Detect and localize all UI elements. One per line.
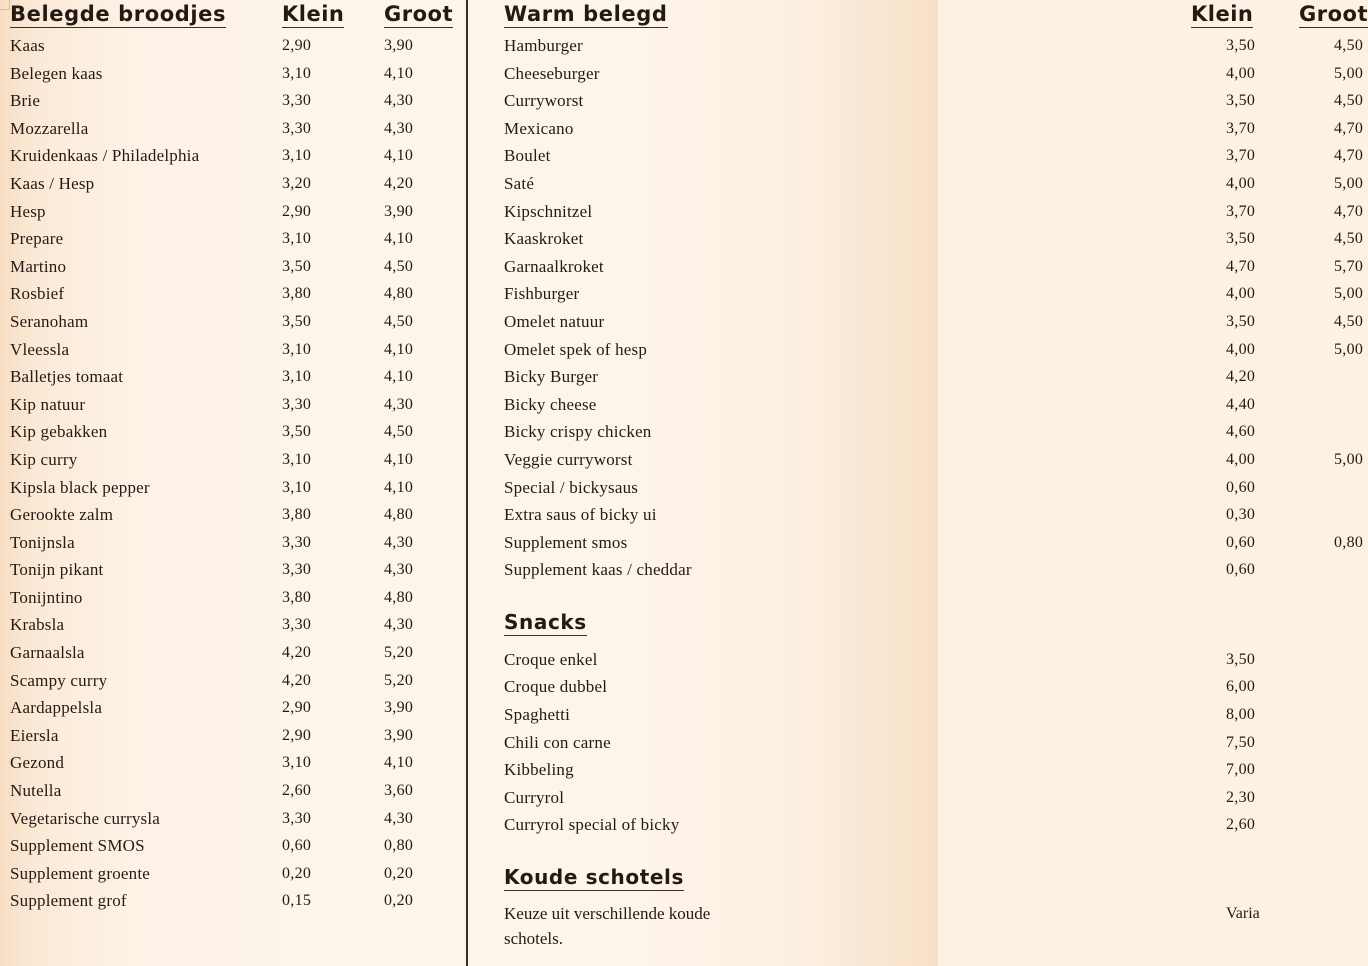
menu-item-price-groot: 4,30	[384, 119, 414, 137]
menu-item-price-klein: 3,80	[282, 588, 312, 606]
menu-item-price-klein: 3,50	[1226, 230, 1256, 248]
menu-item-row	[10, 60, 461, 88]
menu-item-name: Tonijntino	[10, 587, 83, 607]
menu-item-price-groot: 4,30	[384, 92, 414, 110]
menu-item-name: Scampy curry	[10, 670, 108, 690]
menu-item-price-klein: 4,00	[1226, 340, 1256, 358]
menu-item-name: Veggie curryworst	[504, 449, 633, 469]
menu-item-row	[10, 501, 461, 529]
menu-item-name: Spaghetti	[504, 705, 571, 725]
menu-item-row	[504, 501, 1256, 529]
menu-item-price-klein: 3,10	[282, 754, 312, 772]
menu-item-price-groot: 5,00	[1334, 450, 1364, 468]
menu-item-price-klein: 7,50	[1226, 733, 1256, 751]
menu-item-price-groot: 3,90	[384, 726, 414, 744]
menu-item-name: Omelet spek of hesp	[504, 339, 648, 359]
menu-item-name: Bicky crispy chicken	[504, 422, 652, 442]
menu-item-name: Balletjes tomaat	[10, 367, 124, 387]
menu-item-price-klein: 3,70	[1226, 202, 1256, 220]
section-koude-schotels	[504, 865, 1260, 951]
menu-item-name: Nutella	[10, 781, 62, 801]
menu-item-price-klein: 8,00	[1226, 706, 1256, 724]
menu-item-price-klein: 3,50	[282, 257, 312, 275]
menu-item-price-groot: 4,50	[384, 312, 414, 330]
menu-item-price-klein: 0,30	[1226, 506, 1256, 524]
menu-item-row	[10, 253, 461, 281]
menu-item-price-groot: 4,10	[384, 450, 414, 468]
menu-item-row	[504, 170, 1364, 198]
menu-item-price-groot: 5,20	[384, 671, 414, 689]
section-header-belegde-broodjes	[10, 2, 461, 32]
menu-item-price-klein: 3,10	[282, 450, 312, 468]
menu-item-name: Curryrol special of bicky	[504, 815, 680, 835]
menu-item-price-klein: 3,10	[282, 340, 312, 358]
menu-item-name: Martino	[10, 256, 67, 276]
menu-item-price-groot: 4,50	[384, 257, 414, 275]
menu-item-name: Cheeseburger	[504, 63, 600, 83]
menu-item-name: Fishburger	[504, 284, 580, 304]
menu-item-row	[10, 446, 461, 474]
menu-item-price-klein: 0,15	[282, 892, 312, 910]
menu-item-row	[504, 32, 1364, 60]
menu-item-price-klein: 3,80	[282, 506, 312, 524]
menu-item-name: Curryrol	[504, 787, 565, 807]
menu-item-name: Rosbief	[10, 284, 65, 304]
menu-item-name: Supplement kaas / cheddar	[504, 560, 692, 580]
menu-item-price-groot: 4,50	[1334, 92, 1364, 110]
menu-item-price-klein: 4,00	[1226, 64, 1256, 82]
menu-item-price-klein: 3,30	[282, 395, 312, 413]
menu-item-price-groot: 4,30	[384, 616, 414, 634]
menu-item-price-klein: 2,90	[282, 202, 312, 220]
price-column-header-groot: Groot	[1299, 2, 1368, 26]
menu-item-price-groot: 5,00	[1334, 64, 1364, 82]
menu-item-row	[10, 529, 461, 557]
menu-item-price-klein: 0,60	[1226, 561, 1256, 579]
section-title: Belegde broodjes	[10, 2, 227, 26]
menu-item-price-groot: 4,80	[384, 588, 414, 606]
menu-item-row	[504, 901, 1260, 951]
menu-item-price-groot: 3,90	[384, 202, 414, 220]
menu-item-name: Mozzarella	[10, 118, 89, 138]
menu-item-price-klein: 3,30	[282, 92, 312, 110]
menu-item-list-belegde-broodjes	[10, 32, 461, 915]
menu-item-price-groot: 4,30	[384, 809, 414, 827]
menu-item-row	[10, 87, 461, 115]
menu-item-name: Hamburger	[504, 36, 583, 55]
menu-item-price-klein: 3,10	[282, 478, 312, 496]
menu-item-name: Eiersla	[10, 725, 59, 745]
menu-item-name: Belegen kaas	[10, 63, 103, 83]
menu-item-price-klein: 3,80	[282, 285, 312, 303]
menu-item-name: Krabsla	[10, 615, 65, 635]
menu-item-row	[10, 694, 461, 722]
menu-item-price-klein: 3,50	[282, 423, 312, 441]
menu-item-price-klein: 4,20	[282, 644, 312, 662]
menu-item-row	[504, 729, 1256, 757]
menu-item-price-klein: 3,70	[1226, 119, 1256, 137]
menu-item-name: Croque enkel	[504, 649, 598, 669]
menu-item-price-klein: 3,30	[282, 616, 312, 634]
menu-item-price-klein: 3,50	[1226, 312, 1256, 330]
menu-item-row	[10, 887, 461, 915]
menu-item-row	[504, 87, 1364, 115]
menu-item-price-groot: 4,50	[1334, 312, 1364, 330]
menu-item-price-groot: 5,00	[1334, 285, 1364, 303]
menu-item-name: Vleessla	[10, 339, 70, 359]
menu-item-name: Kipsla black pepper	[10, 477, 150, 497]
price-column-header-groot: Groot	[384, 2, 453, 26]
menu-item-price-klein: 2,30	[1226, 788, 1256, 806]
menu-item-price-groot: 4,70	[1334, 119, 1364, 137]
section-snacks	[504, 609, 1256, 839]
menu-item-row	[10, 308, 461, 336]
menu-item-row	[504, 60, 1364, 88]
menu-item-row	[504, 336, 1364, 364]
menu-item-price-klein: 3,30	[282, 561, 312, 579]
menu-item-name: Kibbeling	[504, 760, 574, 780]
menu-item-name: Kruidenkaas / Philadelphia	[10, 146, 200, 166]
menu-item-name: Gezond	[10, 753, 65, 773]
menu-item-name: Kip natuur	[10, 394, 86, 414]
menu-item-name: Tonijn pikant	[10, 560, 104, 580]
menu-item-price-klein: 3,10	[282, 368, 312, 386]
menu-item-price-groot: 4,10	[384, 340, 414, 358]
menu-item-name: Vegetarische currysla	[10, 808, 161, 828]
menu-item-row	[10, 777, 461, 805]
menu-item-price-groot: 4,50	[384, 423, 414, 441]
menu-item-price-groot: 4,10	[384, 478, 414, 496]
menu-item-price-varia: Varia	[1226, 905, 1260, 923]
price-column-header-klein: Klein	[282, 2, 345, 26]
menu-item-name: Croque dubbel	[504, 677, 608, 697]
menu-item-row	[504, 363, 1256, 391]
menu-item-price-groot: 4,10	[384, 64, 414, 82]
menu-item-name: Supplement grof	[10, 891, 127, 911]
menu-item-price-groot: 4,30	[384, 561, 414, 579]
menu-item-price-klein: 4,20	[1226, 368, 1256, 386]
menu-item-row	[10, 611, 461, 639]
menu-item-row	[504, 115, 1364, 143]
menu-item-row	[10, 198, 461, 226]
menu-item-name: Supplement SMOS	[10, 836, 145, 856]
menu-item-name: Garnaalsla	[10, 643, 85, 663]
menu-item-row	[504, 253, 1364, 281]
section-header-koude-schotels	[504, 865, 930, 895]
section-title: Warm belegd	[504, 2, 668, 26]
menu-item-price-klein: 3,20	[282, 174, 312, 192]
menu-item-row	[504, 142, 1364, 170]
menu-item-row	[10, 32, 461, 60]
menu-item-row	[10, 418, 461, 446]
menu-item-price-groot: 0,80	[1334, 533, 1364, 551]
menu-item-row	[10, 115, 461, 143]
menu-item-price-groot: 5,00	[1334, 174, 1364, 192]
menu-item-name: Extra saus of bicky ui	[504, 505, 657, 525]
menu-item-name: Kaas	[10, 36, 45, 55]
menu-item-row	[10, 363, 461, 391]
menu-item-name: Kaaskroket	[504, 229, 584, 249]
menu-item-row	[504, 418, 1256, 446]
menu-item-name: Hesp	[10, 201, 46, 221]
menu-item-price-groot: 4,80	[384, 506, 414, 524]
menu-item-name: Seranoham	[10, 311, 89, 331]
menu-item-price-klein: 0,60	[282, 837, 312, 855]
menu-item-price-groot: 4,10	[384, 754, 414, 772]
menu-item-row	[10, 832, 461, 860]
menu-item-price-klein: 2,60	[1226, 816, 1256, 834]
menu-column-right	[469, 0, 1368, 966]
menu-item-price-klein: 3,10	[282, 64, 312, 82]
menu-item-price-groot: 4,10	[384, 230, 414, 248]
menu-item-price-groot: 4,20	[384, 174, 414, 192]
menu-item-row	[504, 784, 1256, 812]
menu-item-price-groot: 4,50	[1334, 37, 1364, 54]
menu-item-name: Prepare	[10, 229, 64, 249]
menu-item-row	[10, 170, 461, 198]
menu-item-list-warm-belegd	[504, 32, 1364, 584]
menu-item-row	[504, 280, 1364, 308]
menu-item-price-groot: 3,90	[384, 699, 414, 717]
menu-item-price-groot: 4,50	[1334, 230, 1364, 248]
menu-item-price-groot: 3,90	[384, 37, 414, 54]
menu-item-price-groot: 3,60	[384, 782, 414, 800]
menu-item-price-klein: 7,00	[1226, 761, 1256, 779]
menu-item-row	[10, 749, 461, 777]
menu-item-row	[504, 556, 1256, 584]
menu-item-row	[10, 584, 461, 612]
menu-item-name: Tonijnsla	[10, 532, 75, 552]
menu-item-price-groot: 4,80	[384, 285, 414, 303]
menu-item-price-klein: 3,30	[282, 119, 312, 137]
menu-item-row	[504, 646, 1256, 674]
menu-item-price-klein: 3,50	[1226, 37, 1256, 54]
menu-item-row	[10, 280, 461, 308]
menu-item-row	[10, 142, 461, 170]
menu-item-name: Omelet natuur	[504, 311, 605, 331]
section-header-warm-belegd	[504, 2, 1368, 32]
menu-item-price-groot: 0,20	[384, 892, 414, 910]
menu-item-row	[10, 474, 461, 502]
menu-item-name: Supplement smos	[504, 532, 628, 552]
menu-item-price-klein: 0,20	[282, 864, 312, 882]
menu-item-row	[10, 556, 461, 584]
menu-item-name: Kip gebakken	[10, 422, 108, 442]
menu-item-price-klein: 3,10	[282, 230, 312, 248]
menu-item-row	[10, 805, 461, 833]
menu-item-name: Kipschnitzel	[504, 201, 593, 221]
menu-item-price-klein: 3,70	[1226, 147, 1256, 165]
menu-item-price-klein: 4,00	[1226, 285, 1256, 303]
menu-item-name: Saté	[504, 173, 535, 193]
menu-item-price-klein: 2,90	[282, 699, 312, 717]
menu-item-price-groot: 5,70	[1334, 257, 1364, 275]
menu-item-name: Bicky Burger	[504, 367, 599, 387]
menu-item-row	[504, 198, 1364, 226]
menu-item-row	[10, 391, 461, 419]
menu-item-row	[504, 673, 1256, 701]
menu-item-price-groot: 4,70	[1334, 147, 1364, 165]
menu-item-list-snacks	[504, 646, 1256, 839]
menu-item-row	[10, 860, 461, 888]
menu-item-row	[504, 756, 1256, 784]
menu-item-name: Special / bickysaus	[504, 477, 639, 497]
menu-item-name: Bicky cheese	[504, 394, 597, 414]
menu-item-price-klein: 4,60	[1226, 423, 1256, 441]
menu-item-row	[10, 667, 461, 695]
menu-item-price-groot: 0,80	[384, 837, 414, 855]
menu-item-row	[504, 225, 1364, 253]
section-header-snacks	[504, 610, 930, 640]
menu-item-row	[504, 811, 1256, 839]
menu-item-row	[504, 308, 1364, 336]
menu-item-price-klein: 0,60	[1226, 478, 1256, 496]
menu-item-row	[504, 701, 1256, 729]
menu-item-row	[504, 391, 1256, 419]
price-column-header-klein: Klein	[1191, 2, 1254, 26]
menu-item-price-klein: 6,00	[1226, 678, 1256, 696]
menu-item-name: Boulet	[504, 146, 551, 166]
menu-item-name: Supplement groente	[10, 863, 151, 883]
menu-item-row	[504, 474, 1256, 502]
menu-item-name: Brie	[10, 91, 41, 111]
menu-item-price-klein: 3,50	[1226, 92, 1256, 110]
menu-column-left	[0, 0, 469, 966]
section-title: Koude schotels	[504, 865, 684, 890]
menu-item-price-klein: 4,00	[1226, 450, 1256, 468]
menu-item-price-klein: 4,40	[1226, 395, 1256, 413]
menu-item-price-klein: 3,10	[282, 147, 312, 165]
menu-item-price-klein: 3,50	[1226, 650, 1256, 668]
menu-item-price-groot: 4,70	[1334, 202, 1364, 220]
menu-item-row	[504, 446, 1364, 474]
menu-item-price-klein: 4,00	[1226, 174, 1256, 192]
menu-item-price-klein: 2,90	[282, 37, 312, 54]
menu-item-price-klein: 2,60	[282, 782, 312, 800]
menu-item-row	[504, 529, 1364, 557]
menu-item-price-groot: 0,20	[384, 864, 414, 882]
menu-item-price-klein: 2,90	[282, 726, 312, 744]
menu-item-price-klein: 4,70	[1226, 257, 1256, 275]
menu-item-name: Kaas / Hesp	[10, 173, 95, 193]
menu-item-price-groot: 5,00	[1334, 340, 1364, 358]
menu-item-price-groot: 4,30	[384, 395, 414, 413]
menu-item-price-groot: 4,10	[384, 147, 414, 165]
menu-item-price-groot: 4,10	[384, 368, 414, 386]
section-title: Snacks	[504, 609, 587, 634]
menu-item-name: Chili con carne	[504, 732, 611, 752]
menu-item-price-klein: 0,60	[1226, 533, 1256, 551]
menu-item-name: Garnaalkroket	[504, 256, 604, 276]
menu-item-name: Mexicano	[504, 118, 574, 138]
menu-item-price-klein: 3,30	[282, 533, 312, 551]
menu-item-row	[10, 722, 461, 750]
menu-item-price-klein: 4,20	[282, 671, 312, 689]
menu-item-price-groot: 5,20	[384, 644, 414, 662]
menu-item-row	[10, 336, 461, 364]
menu-item-name: Gerookte zalm	[10, 505, 114, 525]
menu-item-price-klein: 3,50	[282, 312, 312, 330]
menu-item-note: Keuze uit verschillende koude schotels.	[504, 904, 711, 949]
menu-item-price-klein: 3,30	[282, 809, 312, 827]
menu-item-name: Aardappelsla	[10, 698, 103, 718]
menu-item-price-groot: 4,30	[384, 533, 414, 551]
menu-item-row	[10, 639, 461, 667]
menu-item-row	[10, 225, 461, 253]
menu-item-name: Curryworst	[504, 91, 584, 111]
menu-item-name: Kip curry	[10, 449, 78, 469]
